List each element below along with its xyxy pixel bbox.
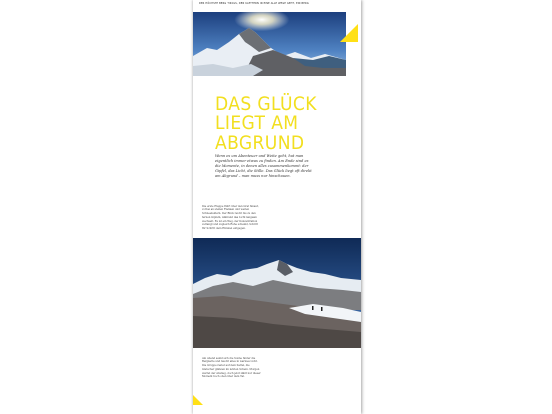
headline-line-3: ABGRUND: [215, 131, 305, 154]
magazine-page: [193, 0, 361, 414]
photo-alpine-ridge-hikers: [193, 238, 361, 348]
body-text-column-1: Die erste Etappe führt über den Grat hinauf, vorbei an steilen Flanken und weiten Schneefeldern. Der Blick reicht bis zu den fernen Gipfeln, während das Licht langsam wechselt. Es ist ein Weg, der Konzentration verlangt und zugleich Ruhe schenkt, Schritt für Schritt dem Himmel entgegen.: [202, 204, 259, 231]
body-text-column-2: Am Abend senkt sich die Sonne hinter die Bergkette und taucht alles in warmes Licht. Die Gruppe rastet auf dem Sattel, die Gletscher glänzen im letzten Schein. Morgen wartet der Abstieg, doch jetzt zählt nur dieser Moment hoch oben über dem Tal.: [202, 356, 261, 379]
article-intro: Wenn es um Abenteuer und Weite geht, hat man eigentlich immer etwas zu finden. Am Ende sind es die Momente, in denen alles zusammenkommt: der Gipfel, das Licht, die Stille. Das Glück liegt oft direkt am Abgrund – man muss nur hinschauen.: [215, 153, 312, 178]
headline-line-1: DAS GLÜCK: [215, 92, 317, 115]
accent-triangle-top: [340, 24, 358, 42]
headline-line-2: LIEGT AM: [215, 112, 299, 135]
accent-triangle-bottom: [193, 395, 203, 405]
photo-summit-sunburst: [193, 12, 346, 76]
page-header: DER HÖCHSTE BERG TIROLS, DEN KLETTERN IN EINE ALLE WEGE GEHT, EIN BERG: [199, 2, 309, 5]
article-headline: [215, 92, 335, 154]
